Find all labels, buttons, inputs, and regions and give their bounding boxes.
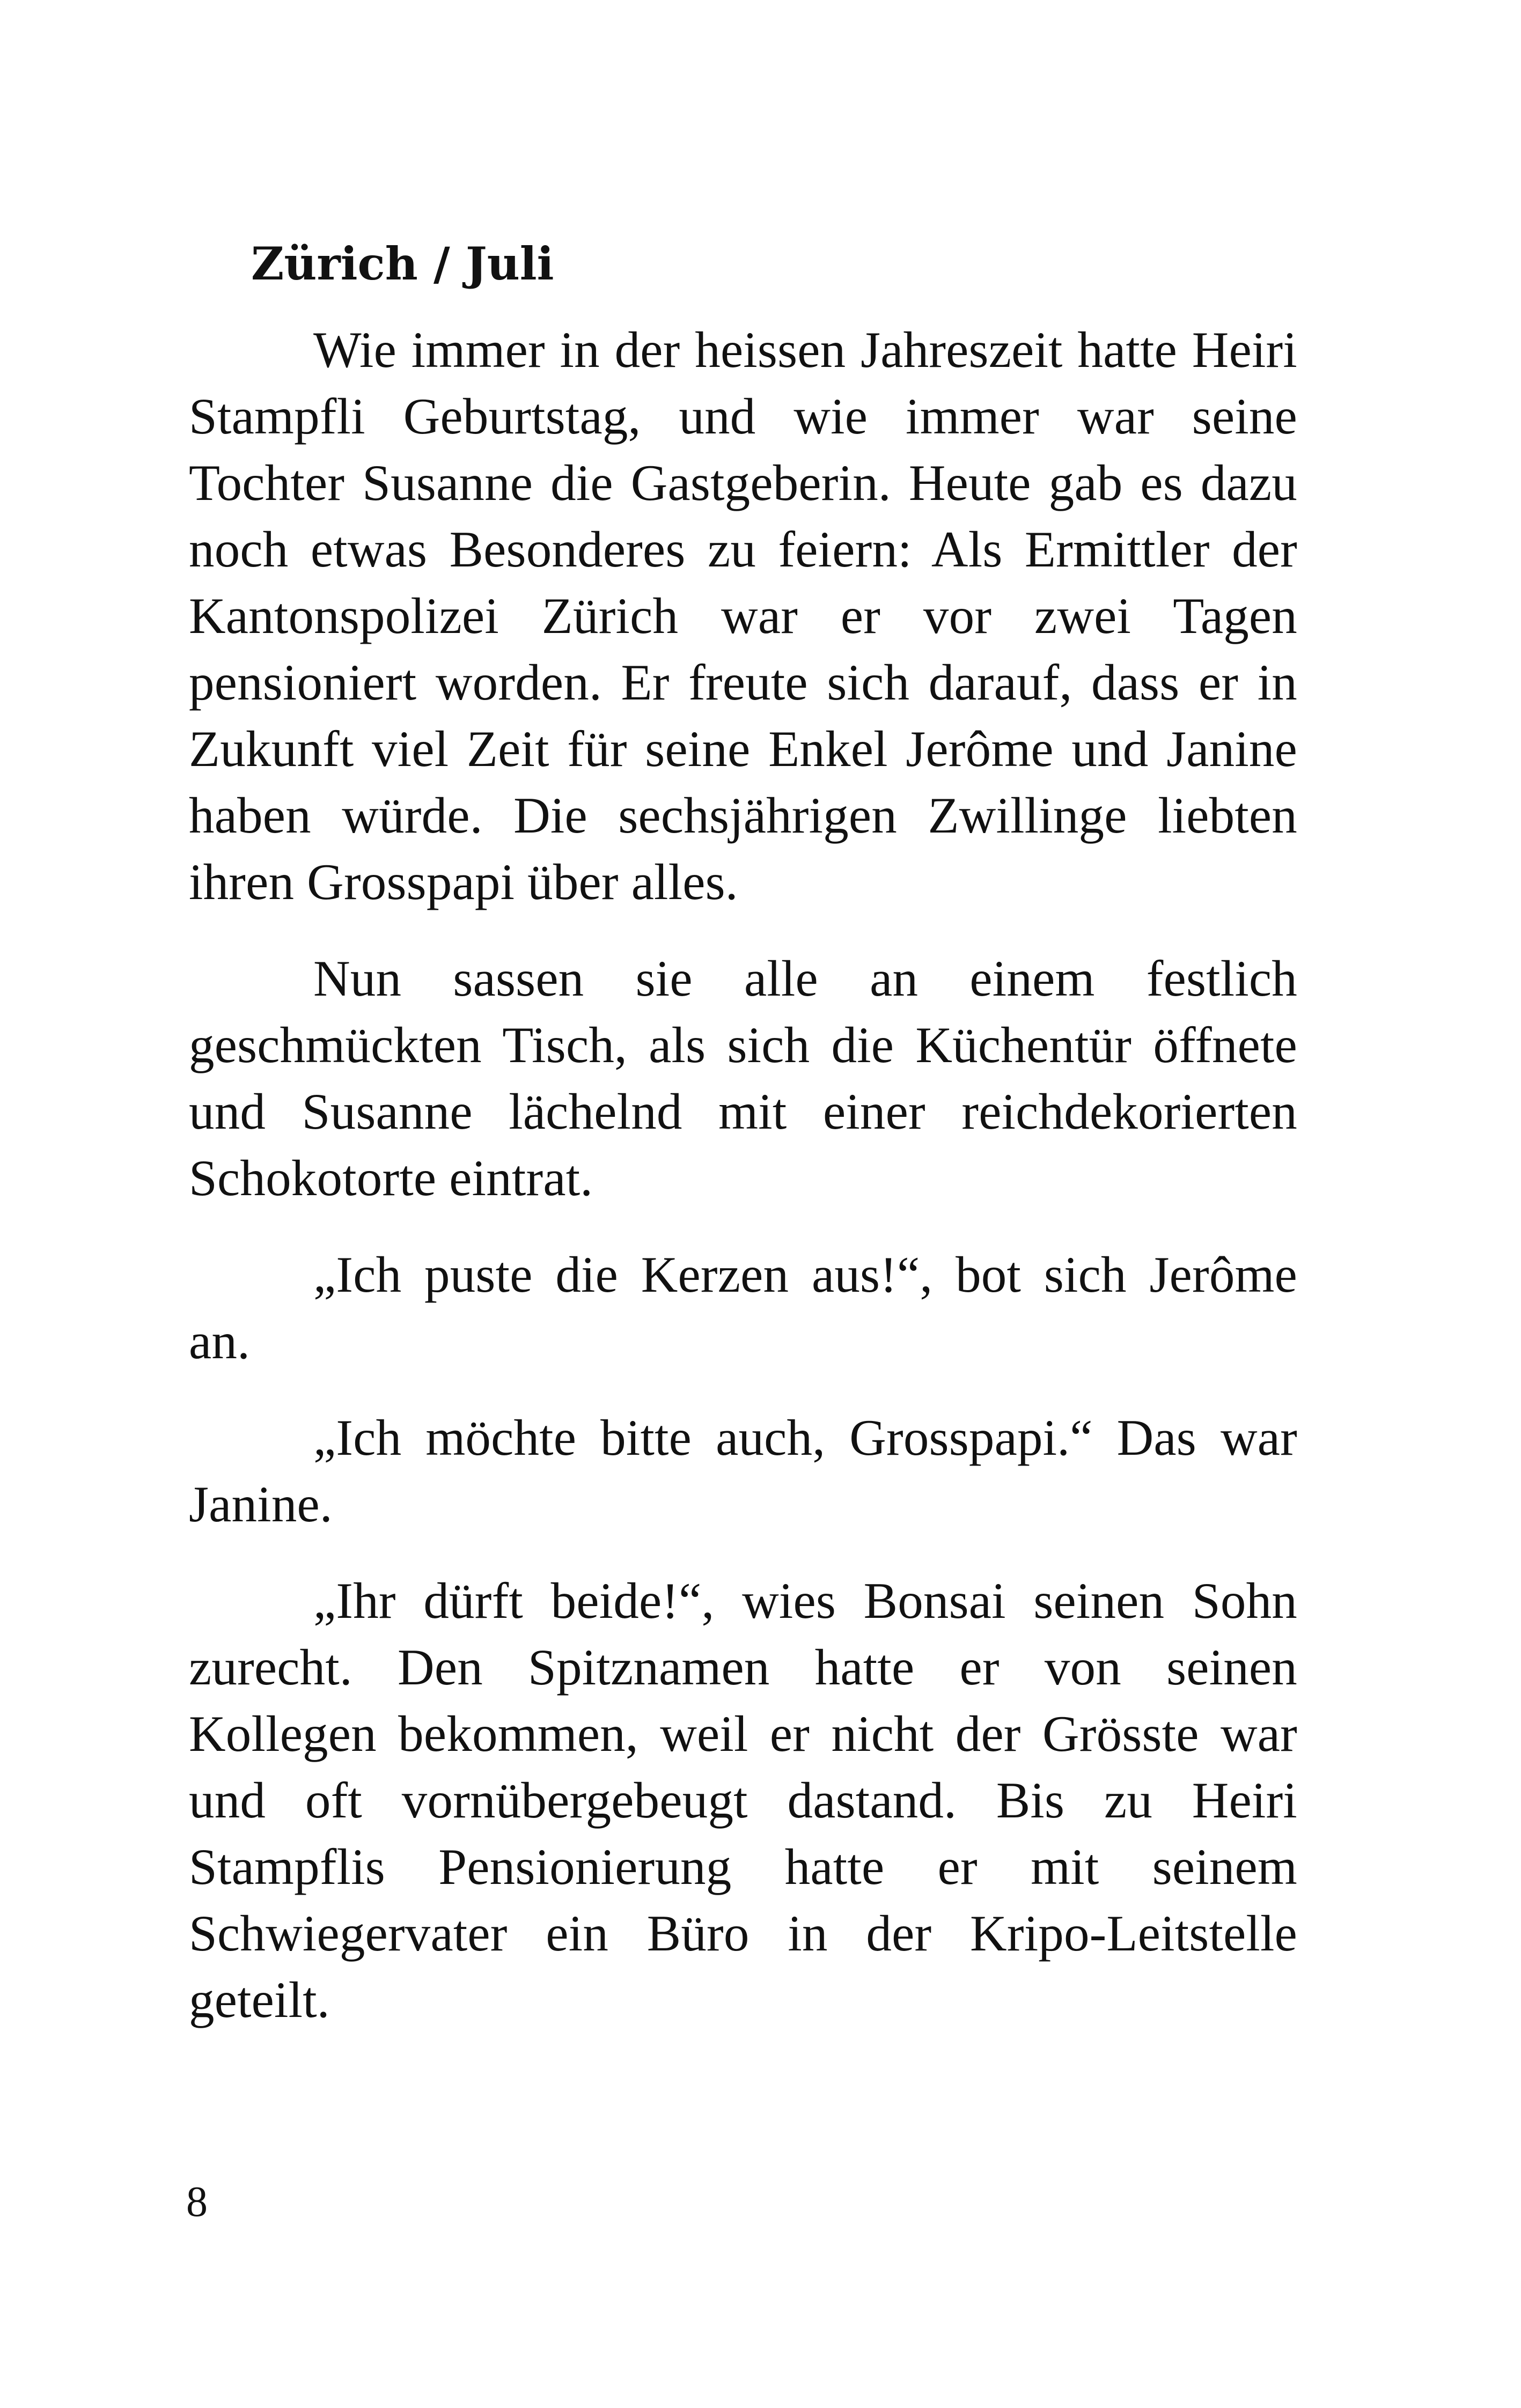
paragraph-3: „Ich puste die Kerzen aus!“, bot sich Jerôme an.	[189, 1246, 1297, 1369]
paragraph-4: „Ich möchte bitte auch, Grosspapi.“ Das war Janine.	[189, 1409, 1297, 1533]
paragraph-5: „Ihr dürft beide!“, wies Bonsai seinen Sohn zurecht. Den Spitznamen hatte er von seinen Kollegen bekommen, weil er nicht der Grösste war und oft vornübergebeugt dastand. Bis zu Heiri Stampflis Pensionierung hatte er mit seinem Schwiegervater ein Büro in der Kripo-Leitstelle geteilt.	[189, 1572, 1297, 2028]
paragraph-2: Nun sassen sie alle an einem festlich geschmückten Tisch, als sich die Küchentür öffnete und Susanne lächelnd mit einer reichdekorierten Schokotorte eintrat.	[189, 950, 1297, 1206]
chapter-heading: Zürich / Juli	[251, 237, 554, 290]
paragraph-1: Wie immer in der heissen Jahreszeit hatte Heiri Stampfli Geburtstag, und wie immer war seine Tochter Susanne die Gastgeberin. Heute gab es dazu noch etwas Besonderes zu feiern: Als Ermittler der Kantonspolizei Zürich war er vor zwei Tagen pensioniert worden. Er freute sich darauf, dass er in Zukunft viel Zeit für seine Enkel Jerôme und Janine haben würde. Die sechsjährigen Zwillinge liebten ihren Grosspapi über alles.	[189, 321, 1297, 910]
page-number: 8	[186, 2178, 208, 2226]
page-content	[189, 231, 1297, 2063]
